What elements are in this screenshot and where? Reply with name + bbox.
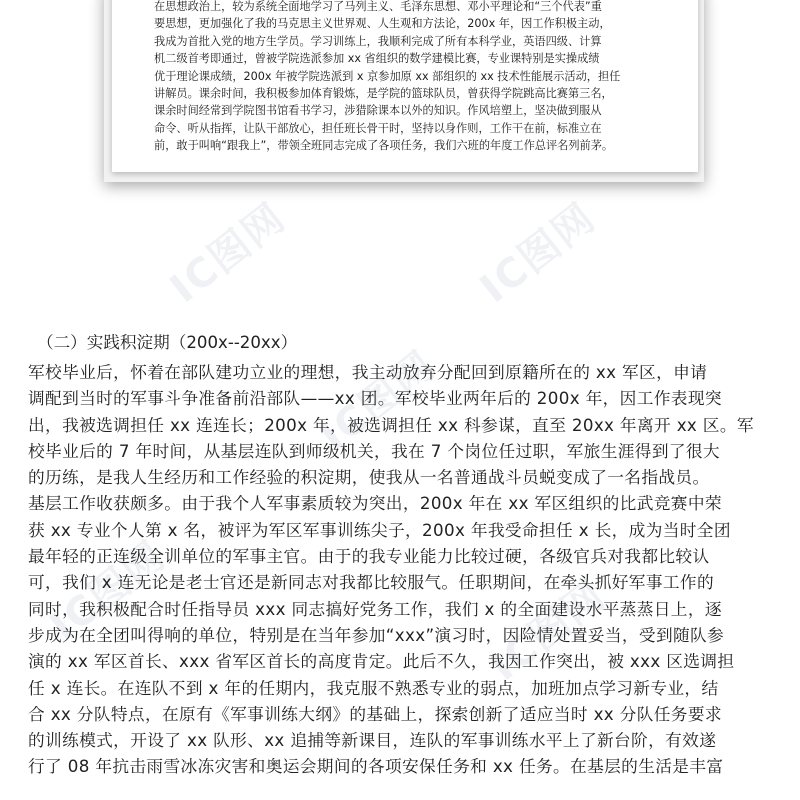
watermark-text: IC图网 [312,342,445,461]
card-line: 在思想政治上，较为系统全面地学习了马列主义、毛泽东思想、邓小平理论和“三个代表”重 [154,0,602,13]
body-line: 演的 xx 军区首长、xxx 省军区首长的高度肯定。此后不久，我因工作突出，被 xxx 区选调担 [28,651,735,672]
body-line: 的训练模式，开设了 xx 队形、xx 追捕等新课目，连队的军事训练水平上了新台阶，有效遂 [28,730,717,751]
card-line: 讲解员。课余时间，我积极参加体育锻炼，是学院的篮球队员，曾获得学院跳高比赛第三名， [154,87,613,101]
section-heading: （二）实践积淀期（200x--20xx） [37,333,298,352]
body-paragraph [28,359,780,780]
body-line: 获 xx 专业个人第 x 名，被评为军区军事训练尖子，200x 年我受命担任 x 长，成为当时全团 [28,519,731,540]
card-line: 机二级首考即通过，曾被学院选派参加 xx 省组织的数学建模比赛，专业课特别是实操成绩 [154,52,600,66]
body-line: 合 xx 分队特点，在原有《军事训练大纲》的基础上，探索创新了适应当时 xx 分队任务要求 [28,703,722,724]
body-line: 出，我被选调担任 xx 连连长；200x 年，被选调担任 xx 科参谋，直至 20xx 年离开 xx 区。军 [28,414,754,435]
body-line: 行了 08 年抗击雨雪冰冻灾害和奥运会期间的各项安保任务和 xx 任务。在基层的生活是丰富 [28,756,724,777]
body-line: 最年轻的正连级全训单位的军事主官。由于的我专业能力比较过硬，各级官兵对我都比较认 [28,546,710,567]
body-line: 基层工作收获颇多。由于我个人军事素质较为突出，200x 年在 xx 军区组织的比武竞赛中荣 [28,493,722,514]
card-line: 命令、听从指挥，让队干部放心，担任班长骨干时，坚持以身作则，工作干在前，标准立在 [154,121,602,135]
body-line: 调配到当时的军事斗争准备前沿部队——xx 团。军校毕业两年后的 200x 年，因工作表现突 [28,388,722,409]
body-line: 任 x 连长。在连队不到 x 年的任期内，我克服不熟悉专业的弱点，加班加点学习新专业，结 [28,677,719,698]
body-line: 可，我们 x 连无论是老士官还是新同志对我都比较服气。任职期间，在牵头抓好军事工作的 [28,572,714,593]
card-line: 前，敢于叫响“跟我上”，带领全班同志完成了各项任务，我们六班的年度工作总评名列前茅。 [154,139,614,153]
body-line: 步成为在全团叫得响的单位，特别是在当年参加“xxx”演习时，因险情处置妥当，受到随队参 [28,624,725,645]
body-line: 的历练，是我人生经历和工作经验的积淀期，使我从一名普通战斗员蜕变成了一名指战员。 [28,467,710,488]
body-line: 军校毕业后，怀着在部队建功立业的理想，我主动放弃分配回到原籍所在的 xx 军区，申请 [28,362,708,382]
watermark-text: IC图网 [482,572,615,691]
card-line: 优于理论课成绩，200x 年被学院选派到 x 京参加原 xx 部组织的 xx 技术性能展示活动，担任 [154,69,621,83]
watermark-text: IC图网 [42,532,175,651]
card-line: 我成为首批入党的地方生学员。学习训练上，我顺利完成了所有本科学业，英语四级、计算 [154,34,602,48]
card-text-block [154,0,654,155]
watermark [156,187,295,313]
body-line: 校毕业后的 7 年时间，从基层连队到师级机关，我在 7 个岗位任过职，军旅生涯得到了很大 [28,440,720,461]
body-line: 同时，我积极配合时任指导员 xxx 同志搞好党务工作，我们 x 的全面建设水平蒸蒸日上，逐 [28,598,722,619]
document-preview-card [112,0,698,172]
card-line: 要思想，更加强化了我的马克思主义世界观、人生观和方法论，200x 年，因工作积极主动， [154,17,611,31]
watermark-text: IC图网 [162,194,295,313]
watermark-text: IC图网 [472,194,605,313]
watermark [466,187,605,313]
card-line: 课余时间经常到学院图书馆看书学习，涉猎除课本以外的知识。作风培塑上，坚决做到服从 [154,104,602,118]
